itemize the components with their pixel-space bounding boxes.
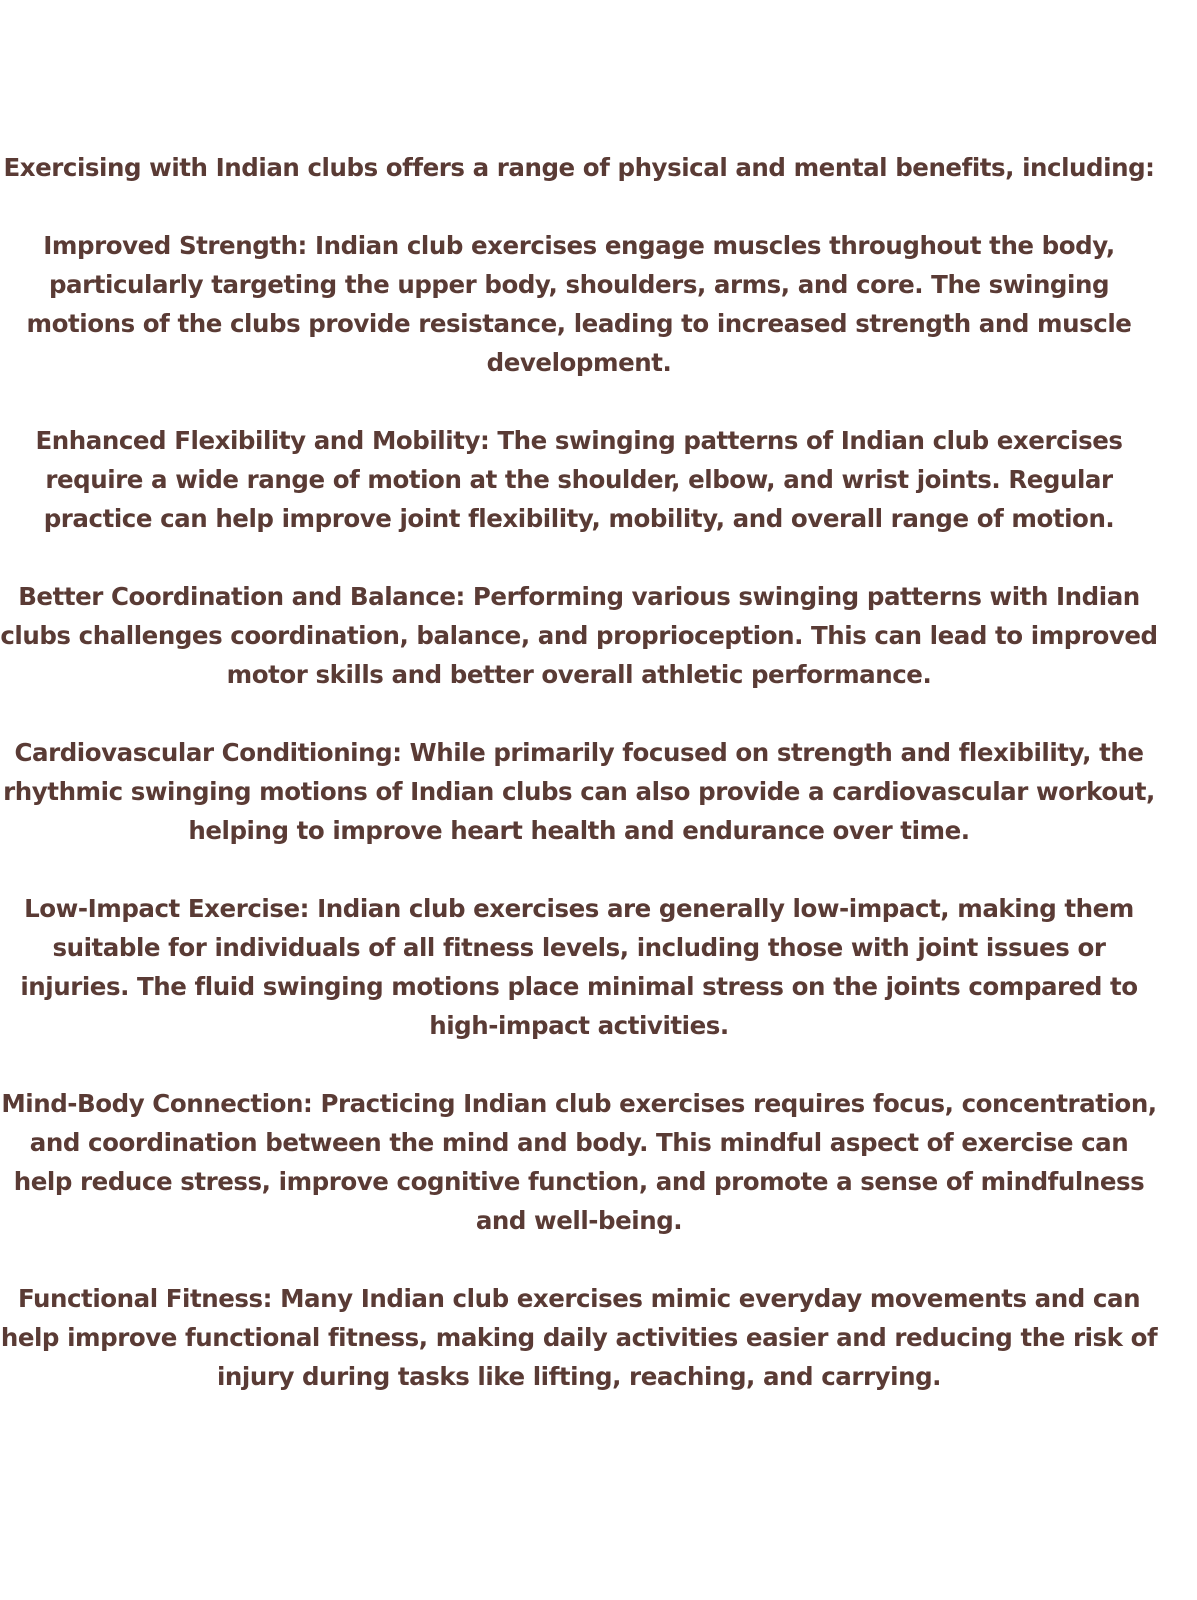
document-body	[0, 148, 1158, 1435]
paragraph-cardiovascular: Cardiovascular Conditioning: While primarily focused on strength and flexibility, the rhythmic swinging motions of Indian clubs can also provide a cardiovascular workout, helping to improve heart health and endurance over time.	[3, 738, 1155, 845]
paragraph-improved-strength: Improved Strength: Indian club exercises engage muscles throughout the body, particularly targeting the upper body, shoulders, arms, and core. The swinging motions of the clubs provide resistance, leading to increased strength and muscle development.	[26, 231, 1132, 377]
paragraph-mind-body: Mind-Body Connection: Practicing Indian club exercises requires focus, concentration, and coordination between the mind and body. This mindful aspect of exercise can help reduce stress, improve cognitive function, and promote a sense of mindfulness and well-being.	[1, 1089, 1157, 1235]
paragraph-flexibility-mobility: Enhanced Flexibility and Mobility: The swinging patterns of Indian club exercises require a wide range of motion at the shoulder, elbow, and wrist joints. Regular practice can help improve joint flexibility, mobility, and overall range of motion.	[35, 426, 1123, 533]
intro-paragraph: Exercising with Indian clubs offers a range of physical and mental benefits, including:	[3, 153, 1155, 182]
paragraph-coordination-balance: Better Coordination and Balance: Performing various swinging patterns with Indian clubs challenges coordination, balance, and proprioception. This can lead to improved motor skills and better overall athletic performance.	[0, 582, 1158, 689]
paragraph-low-impact: Low-Impact Exercise: Indian club exercises are generally low-impact, making them suitable for individuals of all fitness levels, including those with joint issues or injuries. The fluid swinging motions place minimal stress on the joints compared to high-impact activities.	[20, 894, 1138, 1040]
paragraph-functional-fitness: Functional Fitness: Many Indian club exercises mimic everyday movements and can help improve functional fitness, making daily activities easier and reducing the risk of injury during tasks like lifting, reaching, and carrying.	[0, 1284, 1158, 1391]
